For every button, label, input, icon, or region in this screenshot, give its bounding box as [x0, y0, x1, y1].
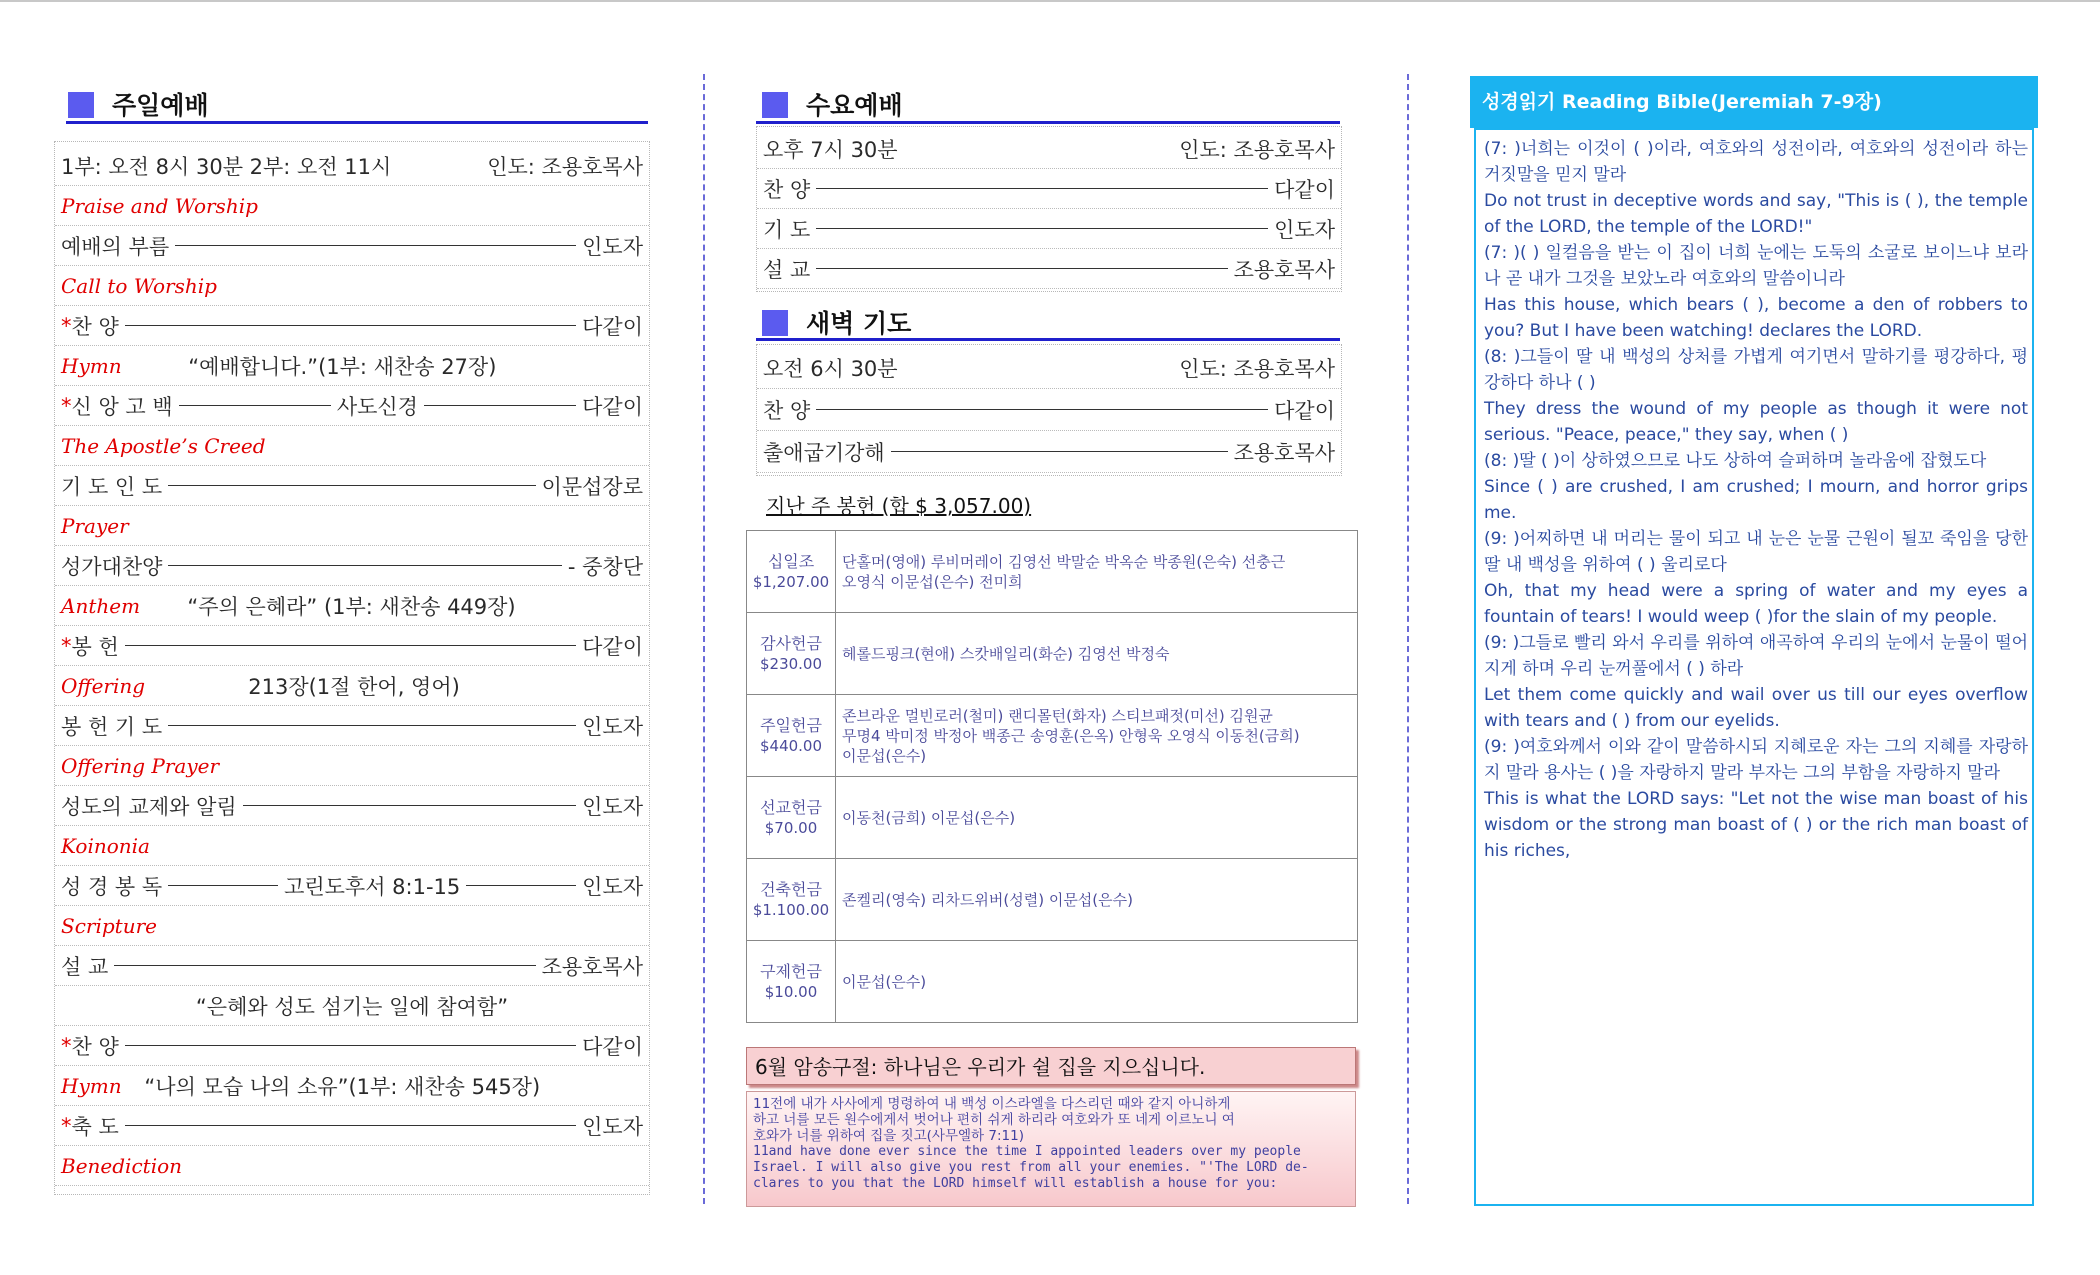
- standing-mark: *: [61, 1113, 72, 1138]
- english-label: Anthem: [61, 593, 141, 618]
- order-item-label: 축 도: [71, 1114, 119, 1139]
- leader-line: [168, 725, 576, 726]
- english-label: Call to Worship: [61, 273, 217, 298]
- reading-line: (8: )그들이 딸 내 백성의 상처를 가볍게 여기면서 말하기를 평강하다, 평강하다 하나 ( ): [1484, 347, 2028, 393]
- leader-line: [168, 885, 278, 886]
- leader-line: [114, 965, 535, 966]
- leader-line: [243, 805, 577, 806]
- offering-names: [836, 941, 1358, 1023]
- reading-bible-text: [1484, 136, 2028, 864]
- leader-line: [125, 645, 576, 646]
- order-row: [55, 266, 649, 306]
- standing-mark: *: [61, 393, 72, 418]
- order-item-leader: 인도자: [1274, 217, 1335, 242]
- order-item-detail: 고린도후서 8:1-15: [284, 874, 461, 899]
- order-row: [55, 586, 649, 626]
- order-row: [757, 129, 1341, 169]
- offering-names: [836, 859, 1358, 941]
- leader-line: [816, 409, 1268, 410]
- offering-category-name: 선교헌금: [760, 797, 822, 817]
- sunday-title: 주일예배: [68, 86, 209, 122]
- offering-row: [747, 531, 1358, 613]
- english-label: Koinonia: [61, 833, 150, 858]
- offering-title: 지난 주 봉헌 (합 $ 3,057.00): [766, 494, 1032, 518]
- order-row: [55, 706, 649, 746]
- order-item-leader: 인도: 조용호목사: [1179, 356, 1335, 381]
- memory-verse-korean: 11전에 내가 사사에게 명령하여 내 백성 이스라엘을 다스리던 때와 같지 아니하게 하고 너를 모든 원수에게서 벗어나 편히 쉬게 하리라 여호와가 또 네게 이르노니 여 호와가 너를 위하여 집을 짓고(사무엘하 7:11): [753, 1096, 1235, 1144]
- english-label: Scripture: [61, 913, 157, 938]
- leader-line: [179, 405, 331, 406]
- order-item-leader: 인도: 조용호목사: [1179, 137, 1335, 162]
- wednesday-title-underline: [756, 121, 1340, 124]
- offering-amount: $440.00: [759, 736, 823, 755]
- order-item-label: 성 경 봉 독: [61, 874, 163, 899]
- order-item-leader: 인도: 조용호목사: [487, 154, 643, 179]
- order-item-leader: - 중창단: [567, 554, 643, 579]
- order-item-label: 찬 양: [763, 177, 811, 202]
- order-row: [757, 431, 1341, 473]
- standing-mark: *: [61, 313, 72, 338]
- order-item-label: 찬 양: [71, 1034, 119, 1059]
- order-row: [757, 169, 1341, 209]
- reading-line: This is what the LORD says: "Let not the wise man boast of his wisdom or the strong man boast of ( ) or the rich man boast of his riches,: [1484, 789, 2028, 861]
- order-item-label: 성가대찬양: [61, 554, 163, 579]
- order-row: [757, 249, 1341, 289]
- dawn-title-underline: [756, 338, 1340, 341]
- offering-amount: $70.00: [764, 818, 818, 837]
- reading-line: (7: )( ) 일컬음을 받는 이 집이 너희 눈에는 도둑의 소굴로 보이느냐 보라 나 곧 내가 그것을 보았노라 여호와의 말씀이니라: [1484, 243, 2028, 289]
- order-item-leader: 조용호목사: [1233, 440, 1335, 465]
- square-bullet-icon: [762, 92, 788, 118]
- offering-amount: $230.00: [759, 654, 823, 673]
- english-label: Offering Prayer: [61, 753, 220, 778]
- order-item-leader: 다같이: [582, 314, 643, 339]
- memory-verse-body: [746, 1091, 1356, 1207]
- english-label: Benediction: [61, 1153, 183, 1178]
- order-item-leader: 인도자: [582, 234, 643, 259]
- order-item-leader: 다같이: [1274, 398, 1335, 423]
- reading-line: Since ( ) are crushed, I am crushed; I mourn, and horror grips me.: [1484, 477, 2028, 523]
- english-label: Offering: [61, 673, 146, 698]
- dawn-title: 새벽 기도: [762, 304, 911, 340]
- english-label: Prayer: [61, 513, 129, 538]
- order-item-label: 찬 양: [71, 314, 119, 339]
- order-row: [55, 786, 649, 826]
- leader-line: [125, 1125, 576, 1126]
- sermon-title: “은혜와 성도 섬기는 일에 참여함”: [195, 994, 509, 1019]
- top-rule: [0, 0, 2100, 2]
- offering-row: [747, 777, 1358, 859]
- leader-line: [891, 451, 1228, 452]
- hymn-note: “예배합니다.”(1부: 새찬송 27장): [188, 354, 497, 379]
- order-item-label: 기 도 인 도: [61, 474, 163, 499]
- sunday-title-underline: [66, 121, 648, 124]
- offering-names-line: 존켈리(영숙) 리차드위버(성렬) 이문섭(은수): [842, 890, 1133, 909]
- offering-amount: $1.100.00: [752, 900, 830, 919]
- order-item-label: 봉 헌: [71, 634, 119, 659]
- reading-bible-header: 성경읽기 Reading Bible(Jeremiah 7-9장): [1470, 76, 2038, 128]
- offering-names-line: 이동천(금희) 이문섭(은수): [842, 808, 1016, 827]
- leader-line: [816, 228, 1268, 229]
- order-row: [55, 546, 649, 586]
- leader-line: [466, 885, 576, 886]
- reading-line: Let them come quickly and wail over us till our eyes overflow with tears and ( ) from our eyelids.: [1484, 685, 2028, 731]
- order-item-label: 기 도: [763, 217, 811, 242]
- order-row: [55, 1146, 649, 1186]
- order-item-leader: 인도자: [582, 1114, 643, 1139]
- offering-category-name: 구제헌금: [760, 961, 822, 981]
- column-divider-1: [703, 74, 705, 1204]
- offering-names-line: 이문섭(은수): [842, 972, 927, 991]
- order-item-label: 출애굽기강해: [763, 440, 885, 465]
- reading-line: (9: )여호와께서 이와 같이 말씀하시되 지혜로운 자는 그의 지혜를 자랑하지 말라 용사는 ( )을 자랑하지 말라 부자는 그의 부함을 자랑하지 말라: [1484, 737, 2028, 783]
- order-row: [55, 426, 649, 466]
- square-bullet-icon: [68, 92, 94, 118]
- leader-line: [424, 405, 576, 406]
- offering-names-line: 단홀머(영애) 루비머레이 김영선 박말순 박옥순 박종원(은숙) 선충근: [842, 552, 1286, 571]
- order-item-label: 설 교: [763, 257, 811, 282]
- sunday-order-box: [54, 141, 650, 1195]
- reading-line: (7: )너희는 이것이 ( )이라, 여호와의 성전이라, 여호와의 성전이라 하는 거짓말을 믿지 말라: [1484, 139, 2028, 185]
- order-item-label: 설 교: [61, 954, 109, 979]
- offering-category: [747, 613, 836, 695]
- order-row: [55, 666, 649, 706]
- order-row: [55, 306, 649, 346]
- offering-row: [747, 941, 1358, 1023]
- offering-category-name: 주일헌금: [760, 715, 822, 735]
- order-item-leader: 인도자: [582, 874, 644, 899]
- english-label: The Apostle’s Creed: [61, 433, 266, 458]
- offering-names-line: 존브라운 멀빈로러(철미) 랜디몰턴(화자) 스티브패젓(미선) 김원균: [842, 706, 1273, 725]
- leader-line: [125, 1045, 576, 1046]
- offering-names: [836, 695, 1358, 777]
- memory-verse-english: 11and have done ever since the time I appointed leaders over my people Israel. I will also give you rest from all your enemies. "'The LORD de- clares to you that the LORD himself will establish a house for you:: [753, 1144, 1309, 1191]
- offering-names: [836, 777, 1358, 859]
- english-label: Hymn: [61, 1073, 122, 1098]
- leader-line: [175, 245, 576, 246]
- order-item-label: 예배의 부름: [61, 234, 170, 259]
- memory-verse-title: 6월 암송구절: 하나님은 우리가 쉴 집을 지으십니다.: [746, 1047, 1356, 1085]
- offering-table: [746, 530, 1358, 1023]
- order-item-label: 오후 7시 30분: [763, 137, 898, 162]
- leader-line: [816, 268, 1227, 269]
- order-item-leader: 조용호목사: [541, 954, 643, 979]
- offering-names-line: 헤롤드핑크(현애) 스캇배일리(화순) 김영선 박정숙: [842, 644, 1170, 663]
- order-row: [757, 389, 1341, 431]
- order-item-leader: 다같이: [582, 634, 643, 659]
- offering-names-line: 이문섭(은수): [842, 746, 927, 765]
- offering-row: [747, 613, 1358, 695]
- english-label: Hymn: [61, 353, 122, 378]
- offering-category: [747, 859, 836, 941]
- hymn-note: 213장(1절 한어, 영어): [248, 674, 460, 699]
- offering-category-name: 감사헌금: [760, 633, 822, 653]
- order-row: [55, 866, 649, 906]
- offering-names: [836, 613, 1358, 695]
- column-divider-2: [1407, 74, 1409, 1204]
- leader-line: [816, 188, 1268, 189]
- offering-category: [747, 941, 836, 1023]
- reading-line: They dress the wound of my people as though it were not serious. "Peace, peace," they say, when ( ): [1484, 399, 2028, 445]
- offering-amount: $1,207.00: [752, 572, 830, 591]
- order-row: [55, 826, 649, 866]
- order-item-leader: 이문섭장로: [541, 474, 643, 499]
- order-item-leader: 다같이: [582, 1034, 643, 1059]
- order-row: [757, 209, 1341, 249]
- reading-line: (8: )딸 ( )이 상하였으므로 나도 상하여 슬퍼하며 놀라움에 잡혔도다: [1484, 451, 1987, 471]
- offering-names: [836, 531, 1358, 613]
- order-row: [55, 346, 649, 386]
- hymn-note: “나의 모습 나의 소유”(1부: 새찬송 545장): [144, 1074, 541, 1099]
- leader-line: [125, 325, 576, 326]
- order-item-detail: 사도신경: [336, 394, 418, 419]
- reading-line: Has this house, which bears ( ), become a den of robbers to you? But I have been watching! declares the LORD.: [1484, 295, 2028, 341]
- order-row: [55, 386, 649, 426]
- reading-line: Do not trust in deceptive words and say, "This is ( ), the temple of the LORD, the temple of the LORD!": [1484, 191, 2028, 237]
- order-item-label: 성도의 교제와 알림: [61, 794, 237, 819]
- offering-category: [747, 777, 836, 859]
- order-row: [55, 186, 649, 226]
- order-item-leader: 조용호목사: [1233, 257, 1335, 282]
- offering-category: [747, 531, 836, 613]
- order-item-label: 오전 6시 30분: [763, 356, 898, 381]
- order-row: [55, 506, 649, 546]
- order-row: [55, 226, 649, 266]
- reading-line: (9: )그들로 빨리 와서 우리를 위하여 애곡하여 우리의 눈에서 눈물이 떨어지게 하며 우리 눈꺼풀에서 ( ) 하라: [1484, 633, 2028, 679]
- english-label: Praise and Worship: [61, 193, 258, 218]
- offering-row: [747, 859, 1358, 941]
- offering-category-name: 건축헌금: [760, 879, 822, 899]
- order-item-label: 찬 양: [763, 398, 811, 423]
- offering-names-line: 오영식 이문섭(은수) 전미희: [842, 572, 1023, 591]
- order-row: [55, 1066, 649, 1106]
- wednesday-order-box: [756, 126, 1342, 292]
- order-row: [55, 906, 649, 946]
- offering-amount: $10.00: [764, 982, 818, 1001]
- order-row: [55, 626, 649, 666]
- offering-category: [747, 695, 836, 777]
- order-row: [55, 946, 649, 986]
- order-item-leader: 다같이: [582, 394, 643, 419]
- order-item-label: 신 앙 고 백: [71, 394, 173, 419]
- order-row: [55, 746, 649, 786]
- order-row: [757, 347, 1341, 389]
- order-item-leader: 인도자: [582, 714, 643, 739]
- order-row: [55, 466, 649, 506]
- standing-mark: *: [61, 633, 72, 658]
- order-row: [55, 986, 649, 1026]
- hymn-note: “주의 은혜라” (1부: 새찬송 449장): [187, 594, 516, 619]
- order-item-label: 1부: 오전 8시 30분 2부: 오전 11시: [61, 154, 392, 179]
- standing-mark: *: [61, 1033, 72, 1058]
- order-item-label: 봉 헌 기 도: [61, 714, 163, 739]
- offering-names-line: 무명4 박미정 박정아 백종근 송영훈(은옥) 안형욱 오영식 이동천(금희): [842, 726, 1300, 745]
- leader-line: [168, 565, 561, 566]
- wednesday-title: 수요예배: [762, 86, 903, 122]
- dawn-order-box: [756, 344, 1342, 476]
- order-row: [55, 146, 649, 186]
- reading-line: (9: )어찌하면 내 머리는 물이 되고 내 눈은 눈물 근원이 될꼬 죽임을 당한 딸 내 백성을 위하여 ( ) 울리로다: [1484, 529, 2028, 575]
- order-row: [55, 1026, 649, 1066]
- offering-row: [747, 695, 1358, 777]
- offering-category-name: 십일조: [767, 551, 815, 571]
- square-bullet-icon: [762, 310, 788, 336]
- order-item-leader: 인도자: [582, 794, 643, 819]
- order-item-leader: 다같이: [1274, 177, 1335, 202]
- order-row: [55, 1106, 649, 1146]
- reading-line: Oh, that my head were a spring of water and my eyes a fountain of tears! I would weep ( )for the slain of my people.: [1484, 581, 2028, 627]
- leader-line: [168, 485, 535, 486]
